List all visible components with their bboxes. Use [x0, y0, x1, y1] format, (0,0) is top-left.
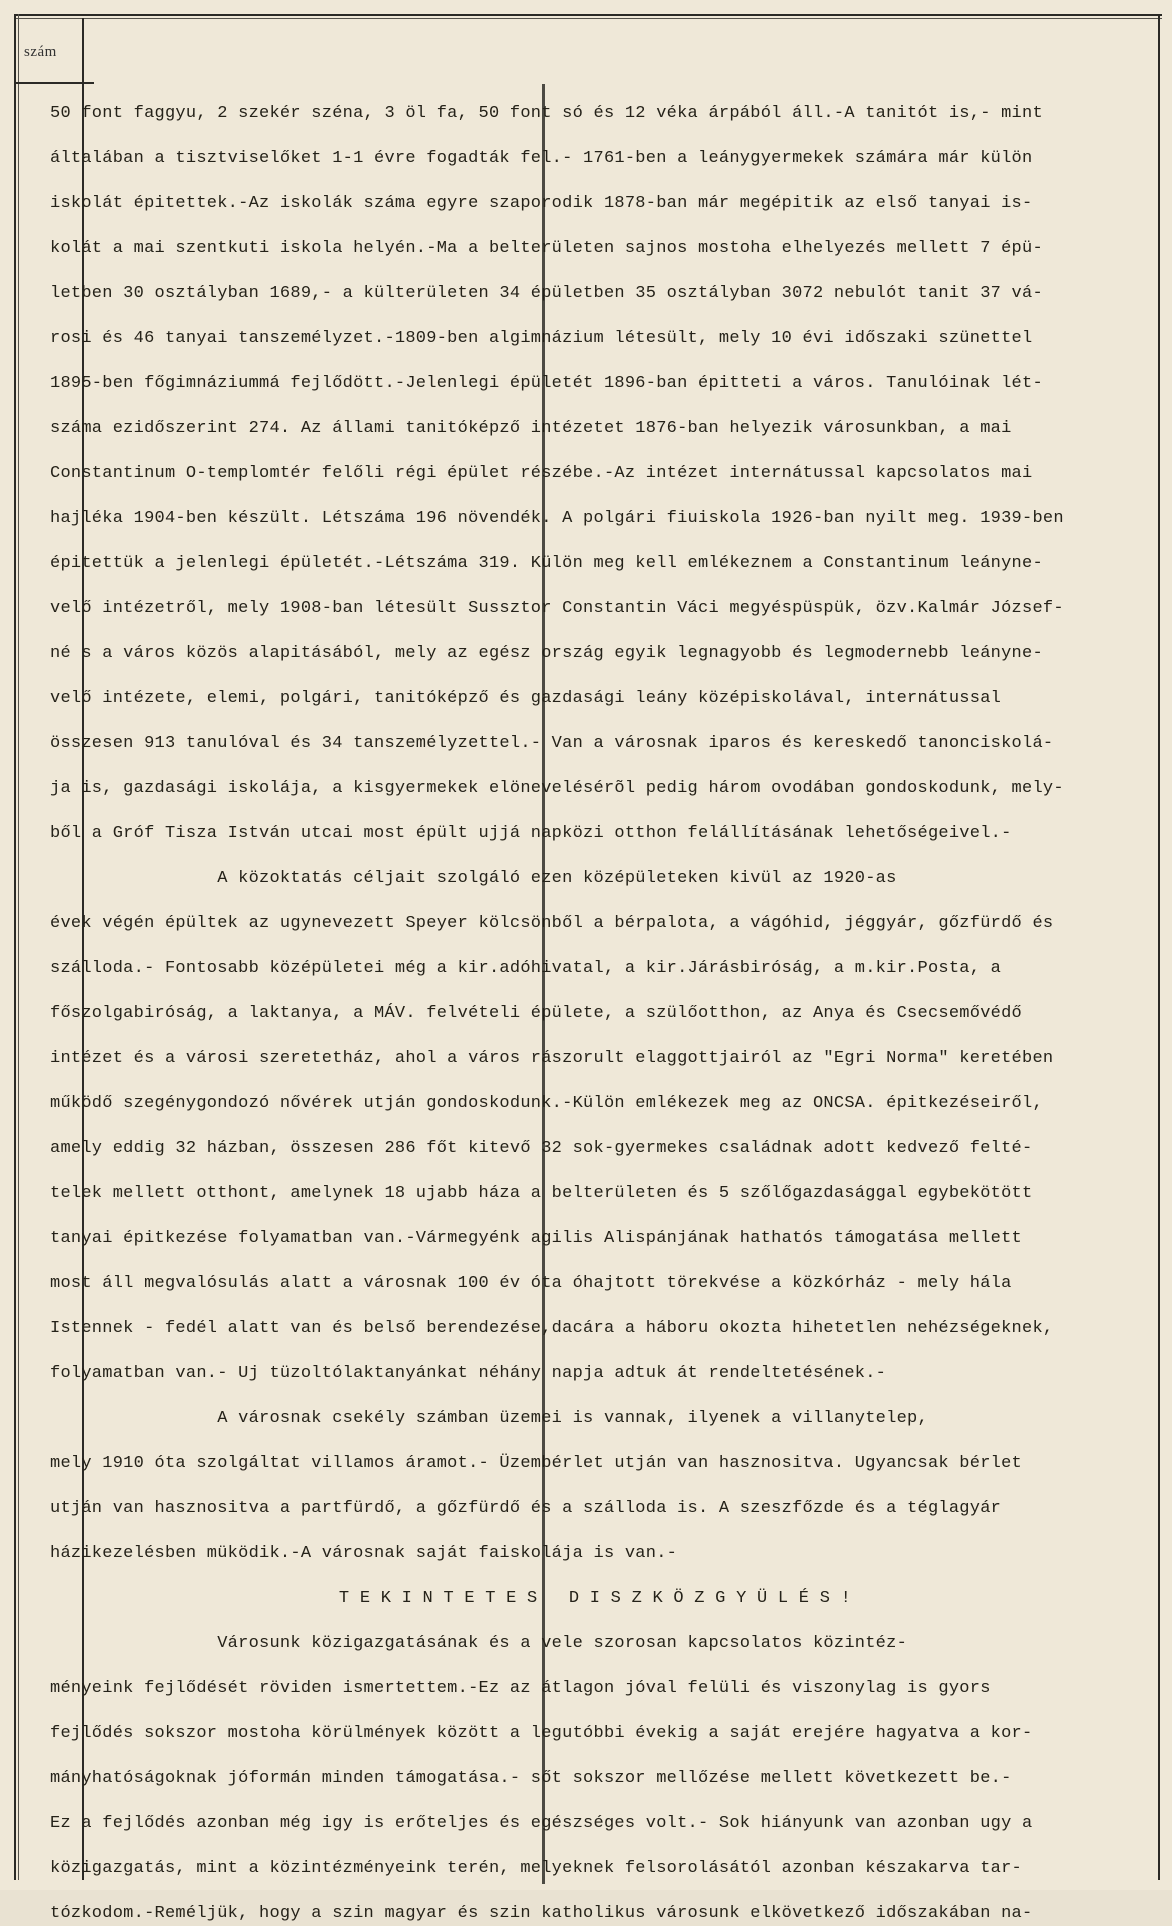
text-line: velő intézete, elemi, polgári, tanitóképző és gazdasági leány középiskolával, internátussal	[50, 689, 1002, 708]
text-line: szálloda.- Fontosabb középületei még a kir.adóhivatal, a kir.Járásbiróság, a m.kir.Posta, a	[50, 959, 1002, 978]
text-line: összesen 913 tanulóval és 34 tanszemélyzettel.- Van a városnak iparos és kereskedő tanonciskolá-	[50, 734, 1054, 753]
text-line: fejlődés sokszor mostoha körülmények között a legutóbbi évekig a saját erejére hagyatva a kor-	[50, 1724, 1033, 1743]
text-line: általában a tisztviselőket 1-1 évre fogadták fel.- 1761-ben a leánygyermekek számára már külön	[50, 149, 1033, 168]
text-line: hajléka 1904-ben készült. Létszáma 196 növendék. A polgári fiuiskola 1926-ban nyilt meg. 1939-ben	[50, 509, 1064, 528]
text-line: mely 1910 óta szolgáltat villamos áramot.- Üzembérlet utján van hasznositva. Ugyancsak bérlet	[50, 1454, 1023, 1473]
text-line: Városunk közigazgatásának és a vele szorosan kapcsolatos közintéz-	[50, 1634, 908, 1653]
page-fold-line	[542, 84, 545, 1884]
text-line: Ez a fejlődés azonban még igy is erőteljes és egészséges volt.- Sok hiányunk van azonban ugy a	[50, 1814, 1033, 1833]
text-line: intézet és a városi szeretetház, ahol a város rászorult elaggottjairól az "Egri Norma" keretében	[50, 1049, 1054, 1068]
text-line: most áll megvalósulás alatt a városnak 100 év óta óhajtott törekvése a közkórház - mely hála	[50, 1274, 1012, 1293]
text-line: közigazgatás, mint a közintézményeink terén, melyeknek felsorolásától azonban készakarva tar-	[50, 1859, 1023, 1878]
page-border-left	[14, 14, 16, 1880]
text-line: ből a Gróf Tisza István utcai most épült ujjá napközi otthon felállításának lehetőségeivel.-	[50, 824, 1012, 843]
text-line: házikezelésben müködik.-A városnak saját faiskolája is van.-	[50, 1544, 678, 1563]
page-header-label: szám	[24, 44, 57, 60]
text-line: A közoktatás céljait szolgáló ezen középületeken kivül az 1920-as	[50, 869, 897, 888]
text-line: Constantinum O-templomtér felőli régi épület részébe.-Az intézet internátussal kapcsolatos mai	[50, 464, 1033, 483]
text-line: tózkodom.-Reméljük, hogy a szin magyar és szin katholikus városunk elkövetkező időszakában na-	[50, 1904, 1033, 1923]
text-line: telek mellett otthont, amelynek 18 ujabb háza a belterületen és 5 szőlőgazdasággal egybekötött	[50, 1184, 1033, 1203]
text-line: 50 font faggyu, 2 szekér széna, 3 öl fa, 50 font só és 12 véka árpából áll.-A tanitót is,- mint	[50, 104, 1043, 123]
page-border-right	[1158, 14, 1160, 1880]
text-line: száma ezidőszerint 274. Az állami tanitóképző intézetet 1876-ban helyezik városunkban, a mai	[50, 419, 1012, 438]
text-line: kolát a mai szentkuti iskola helyén.-Ma a belterületen sajnos mostoha elhelyezés mellett 7 épü-	[50, 239, 1043, 258]
text-line: letben 30 osztályban 1689,- a külterületen 34 épületben 35 osztályban 3072 nebulót tanit 37 vá-	[50, 284, 1043, 303]
text-line: főszolgabiróság, a laktanya, a MÁV. felvételi épülete, a szülőotthon, az Anya és Csecsemővédő	[50, 1004, 1023, 1023]
text-line: utján van hasznositva a partfürdő, a gőzfürdő és a szálloda is. A szeszfőzde és a téglagyár	[50, 1499, 1002, 1518]
text-line: Istennek - fedél alatt van és belső berendezése,dacára a háboru okozta hihetetlen nehézségeknek,	[50, 1319, 1054, 1338]
text-line: épitettük a jelenlegi épületét.-Létszáma 319. Külön meg kell emlékeznem a Constantinum leányne-	[50, 554, 1043, 573]
text-line: amely eddig 32 házban, összesen 286 főt kitevő 32 sok-gyermekes családnak adott kedvező felté-	[50, 1139, 1033, 1158]
text-line: folyamatban van.- Uj tüzoltólaktanyánkat néhány napja adtuk át rendeltetésének.-	[50, 1364, 887, 1383]
section-heading: T E K I N T E T E S D I S Z K Ö Z G Y Ü L É S !	[338, 1589, 852, 1608]
text-line: tanyai épitkezése folyamatban van.-Vármegyénk agilis Alispánjának hathatós támogatása mellett	[50, 1229, 1023, 1248]
text-line: ményeink fejlődését röviden ismertettem.-Ez az átlagon jóval felüli és viszonylag is gyors	[50, 1679, 991, 1698]
text-line: 1895-ben főgimnáziummá fejlődött.-Jelenlegi épületét 1896-ban épitteti a város. Tanulóinak lét-	[50, 374, 1043, 393]
text-line: ja is, gazdasági iskolája, a kisgyermekek elönevelésérõl pedig három ovodában gondoskodunk, mely-	[50, 779, 1064, 798]
page-border-top	[14, 14, 1162, 16]
text-line: rosi és 46 tanyai tanszemélyzet.-1809-ben algimnázium létesült, mely 10 évi időszaki szünettel	[50, 329, 1033, 348]
page-border-left-inner	[18, 14, 19, 1880]
text-line: velő intézetről, mely 1908-ban létesült Sussztor Constantin Váci megyéspüspük, özv.Kalmár József-	[50, 599, 1064, 618]
page-border-top-inner	[14, 18, 1162, 19]
text-line: évek végén épültek az ugynevezett Speyer kölcsönből a bérpalota, a vágóhid, jéggyár, gőzfürdő és	[50, 914, 1054, 933]
text-line: né s a város közös alapitásából, mely az egész ország egyik legnagyobb és legmodernebb leányne-	[50, 644, 1043, 663]
text-line: iskolát épitettek.-Az iskolák száma egyre szaporodik 1878-ban már megépitik az első tanyai is-	[50, 194, 1033, 213]
text-line: mányhatóságoknak jóformán minden támogatása.- sőt sokszor mellőzése mellett következett be.-	[50, 1769, 1012, 1788]
text-line: A városnak csekély számban üzemei is vannak, ilyenek a villanytelep,	[50, 1409, 928, 1428]
text-line: működő szegénygondozó nővérek utján gondoskodunk.-Külön emlékezek meg az ONCSA. épitkezéseiről,	[50, 1094, 1043, 1113]
